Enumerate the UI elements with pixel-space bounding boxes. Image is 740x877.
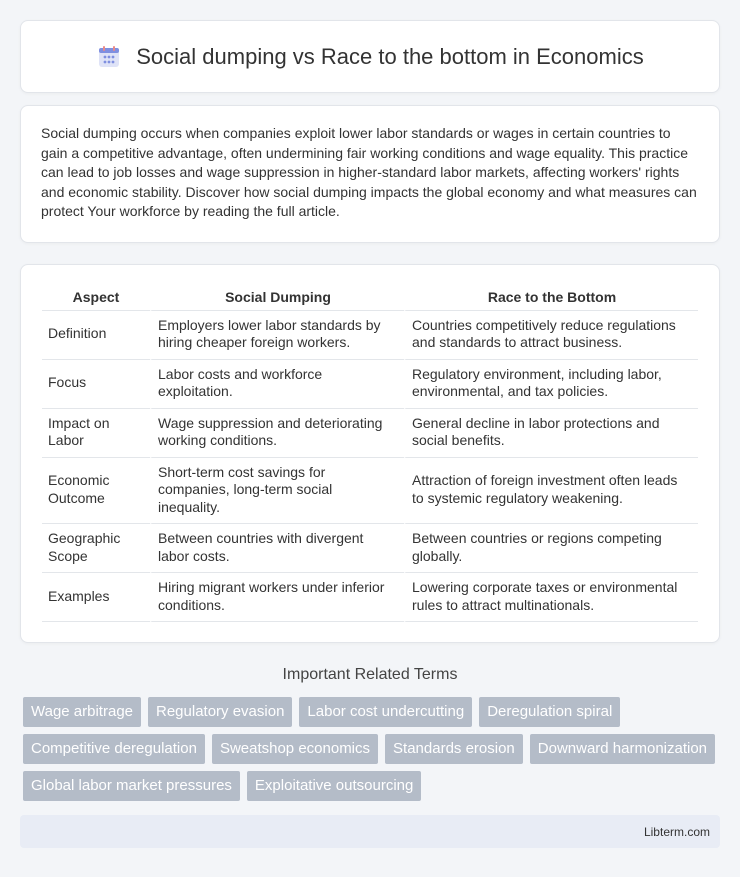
row-race-to-bottom: Countries competitively reduce regulations and standards to attract business.	[404, 311, 698, 360]
related-term-tag[interactable]: Labor cost undercutting	[299, 697, 472, 727]
row-social-dumping: Short-term cost savings for companies, long-term social inequality.	[150, 458, 404, 525]
row-aspect: Examples	[42, 573, 150, 622]
row-aspect: Definition	[42, 311, 150, 360]
related-term-tag[interactable]: Standards erosion	[385, 734, 523, 764]
row-aspect: Geographic Scope	[42, 524, 150, 573]
header-social-dumping: Social Dumping	[150, 285, 404, 311]
row-social-dumping: Wage suppression and deteriorating working conditions.	[150, 409, 404, 458]
related-terms-title: Important Related Terms	[282, 666, 458, 683]
comparison-card	[20, 264, 720, 643]
header-race-to-bottom: Race to the Bottom	[404, 285, 698, 311]
row-social-dumping: Between countries with divergent labor costs.	[150, 524, 404, 573]
table-row	[42, 360, 698, 409]
row-race-to-bottom: Lowering corporate taxes or environmental rules to attract multinationals.	[404, 573, 698, 622]
row-social-dumping: Labor costs and workforce exploitation.	[150, 360, 404, 409]
table-row	[42, 573, 698, 622]
related-term-tag[interactable]: Exploitative outsourcing	[247, 771, 421, 801]
row-race-to-bottom: General decline in labor protections and social benefits.	[404, 409, 698, 458]
row-race-to-bottom: Attraction of foreign investment often leads to systemic regulatory weakening.	[404, 458, 698, 525]
related-term-tag[interactable]: Regulatory evasion	[148, 697, 292, 727]
table-row	[42, 458, 698, 525]
page-title: Social dumping vs Race to the bottom in Economics	[136, 43, 644, 69]
calendar-grid-icon	[96, 44, 122, 70]
related-term-tag[interactable]: Global labor market pressures	[23, 771, 240, 801]
related-terms-list	[20, 697, 720, 801]
row-aspect: Economic Outcome	[42, 458, 150, 525]
header-aspect: Aspect	[42, 285, 150, 311]
footer-site-link[interactable]: Libterm.com	[643, 824, 710, 839]
intro-card	[20, 105, 720, 243]
row-social-dumping: Employers lower labor standards by hiring cheaper foreign workers.	[150, 311, 404, 360]
row-aspect: Focus	[42, 360, 150, 409]
row-social-dumping: Hiring migrant workers under inferior conditions.	[150, 573, 404, 622]
related-term-tag[interactable]: Competitive deregulation	[23, 734, 205, 764]
related-term-tag[interactable]: Sweatshop economics	[212, 734, 378, 764]
related-term-tag[interactable]: Wage arbitrage	[23, 697, 141, 727]
footer	[20, 815, 720, 848]
table-row	[42, 524, 698, 573]
row-race-to-bottom: Regulatory environment, including labor, environmental, and tax policies.	[404, 360, 698, 409]
table-header-row	[42, 285, 698, 311]
table-row	[42, 311, 698, 360]
related-term-tag[interactable]: Downward harmonization	[530, 734, 715, 764]
row-race-to-bottom: Between countries or regions competing globally.	[404, 524, 698, 573]
intro-text: Social dumping occurs when companies exploit lower labor standards or wages in certain countries to gain a competitive advantage, often undermining fair working conditions and wage equality. This practice can lead to job losses and wage suppression in higher-standard labor markets, affecting workers' rights and economic stability. Discover how social dumping impacts the global economy and what measures can protect Your workforce by reading the full article.	[41, 125, 697, 219]
row-aspect: Impact on Labor	[42, 409, 150, 458]
related-term-tag[interactable]: Deregulation spiral	[479, 697, 620, 727]
table-row	[42, 409, 698, 458]
comparison-table	[42, 285, 698, 622]
header-card	[20, 20, 720, 93]
